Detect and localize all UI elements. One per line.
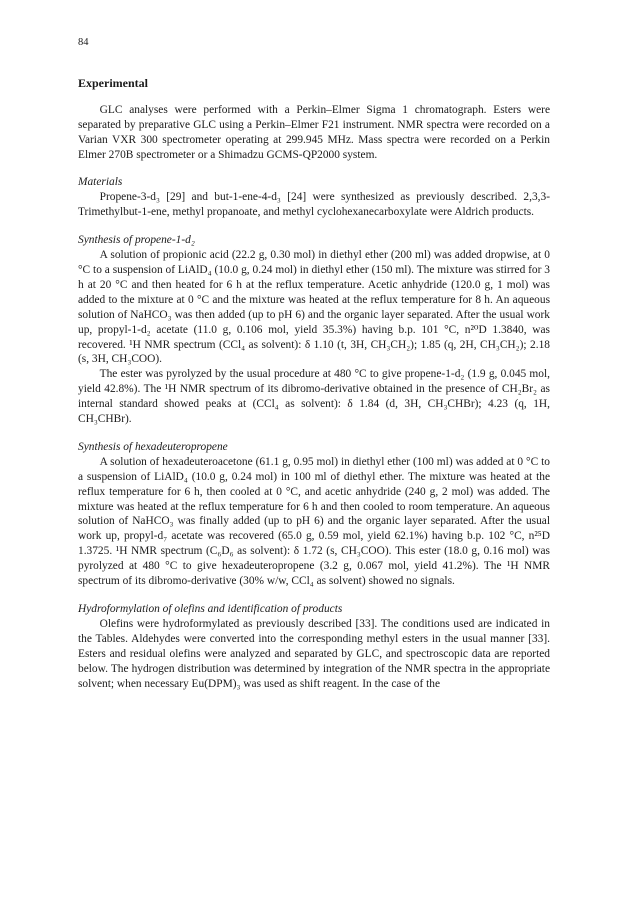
- propene-d2-paragraph-2: The ester was pyrolyzed by the usual procedure at 480 °C to give propene-1-d₂ (1.9 g, 0.045 mol, yield 42.8%). The ¹H NMR spectrum of its dibromo-derivative obtained in the presence of CH₂Br₂ as internal standard showed peaks at (CCl₄ as solvent): δ 1.84 (d, 3H, CH₃CHBr); 4.23 (q, 1H, CH₃CHBr).: [78, 368, 550, 426]
- propene-d2-heading: Synthesis of propene-1-d₂: [78, 234, 195, 247]
- hydroformylation-heading: Hydroformylation of olefins and identification of products: [78, 603, 343, 615]
- materials-heading: Materials: [78, 176, 123, 189]
- journal-page: [78, 36, 550, 691]
- page-number: 84: [78, 37, 89, 48]
- materials-paragraph: Propene-3-d₃ [29] and but-1-ene-4-d₃ [24] were synthesized as previously described. 2,3,3-Trimethylbut-1-ene, methyl propanoate, and methyl cyclohexanecarboxylate were Aldrich products.: [78, 191, 550, 219]
- propene-d2-paragraph-1: A solution of propionic acid (22.2 g, 0.30 mol) in diethyl ether (200 ml) was added dropwise, at 0 °C to a suspension of LiAlD₄ (10.0 g, 0.24 mol) in diethyl ether (150 ml). The mixture was stirred for 3 h at 20 °C and then heated for 6 h at the reflux temperature. Acetic anhydride (120.0 g, 1 mol) was added to the mixture at 0 °C and the mixture was heated at the reflux temperature for 8 h. An aqueous solution of NaHCO₃ was then added (up to pH 6) and the organic layer separated. After the usual work up, propyl-1-d₂ acetate (11.0 g, 0.106 mol, yield 35.3%) having b.p. 101 °C, n²⁰D 1.3840, was recovered. ¹H NMR spectrum (CCl₄ as solvent): δ 1.10 (t, 3H, CH₃CH₂); 1.85 (q, 2H, CH₃CH₂); 2.18 (s, 3H, CH₃COO).: [78, 249, 550, 366]
- hexadeuteropropene-paragraph: A solution of hexadeuteroacetone (61.1 g, 0.95 mol) in diethyl ether (100 ml) was added at 0 °C to a suspension of LiAlD₄ (10.0 g, 0.24 mol) in 100 ml of diethyl ether. The mixture was heated at the reflux temperature for 6 h, then cooled at 0 °C, and acetic anhydride (240 g, 2 mol) was added. The mixture was heated at the reflux temperature for 6 h and then cooled to room temperature. An aqueous solution of NaHCO₃ was finally added (up to pH 6) and the organic layer separated. After the usual work up, propyl-d₇ acetate was recovered (65.0 g, 0.59 mol, yield 62.1%) having b.p. 102 °C, n²⁵D 1.3725. ¹H NMR spectrum (C₆D₆ as solvent): δ 1.72 (s, CH₃COO). This ester (18.0 g, 0.16 mol) was pyrolyzed at 480 °C to give hexadeuteropropene (3.2 g, 0.067 mol, yield 41.2%). The ¹H NMR spectrum of its dibromo-derivative (30% w/w, CCl₄ as solvent) showed no signals.: [78, 455, 550, 588]
- hexadeuteropropene-heading: Synthesis of hexadeuteropropene: [78, 440, 228, 453]
- intro-paragraph: GLC analyses were performed with a Perkin–Elmer Sigma 1 chromatograph. Esters were separated by preparative GLC using a Perkin–Elmer F21 instrument. NMR spectra were recorded on a Varian VXR 300 spectrometer operating at 299.945 MHz. Mass spectra were recorded on a Perkin Elmer 270B spectrometer or a Shimadzu GCMS-QP2000 system.: [78, 103, 550, 161]
- hydroformylation-paragraph: Olefins were hydroformylated as previously described [33]. The conditions used are indicated in the Tables. Aldehydes were converted into the corresponding methyl esters in the usual manner [33]. Esters and residual olefins were analyzed and separated by GLC, and spectroscopic data are reported below. The hydrogen distribution was determined by integration of the NMR spectra in the appropriate solvent; when necessary Eu(DPM)₃ was used as shift reagent. In the case of the: [78, 617, 550, 690]
- section-title: Experimental: [78, 75, 148, 90]
